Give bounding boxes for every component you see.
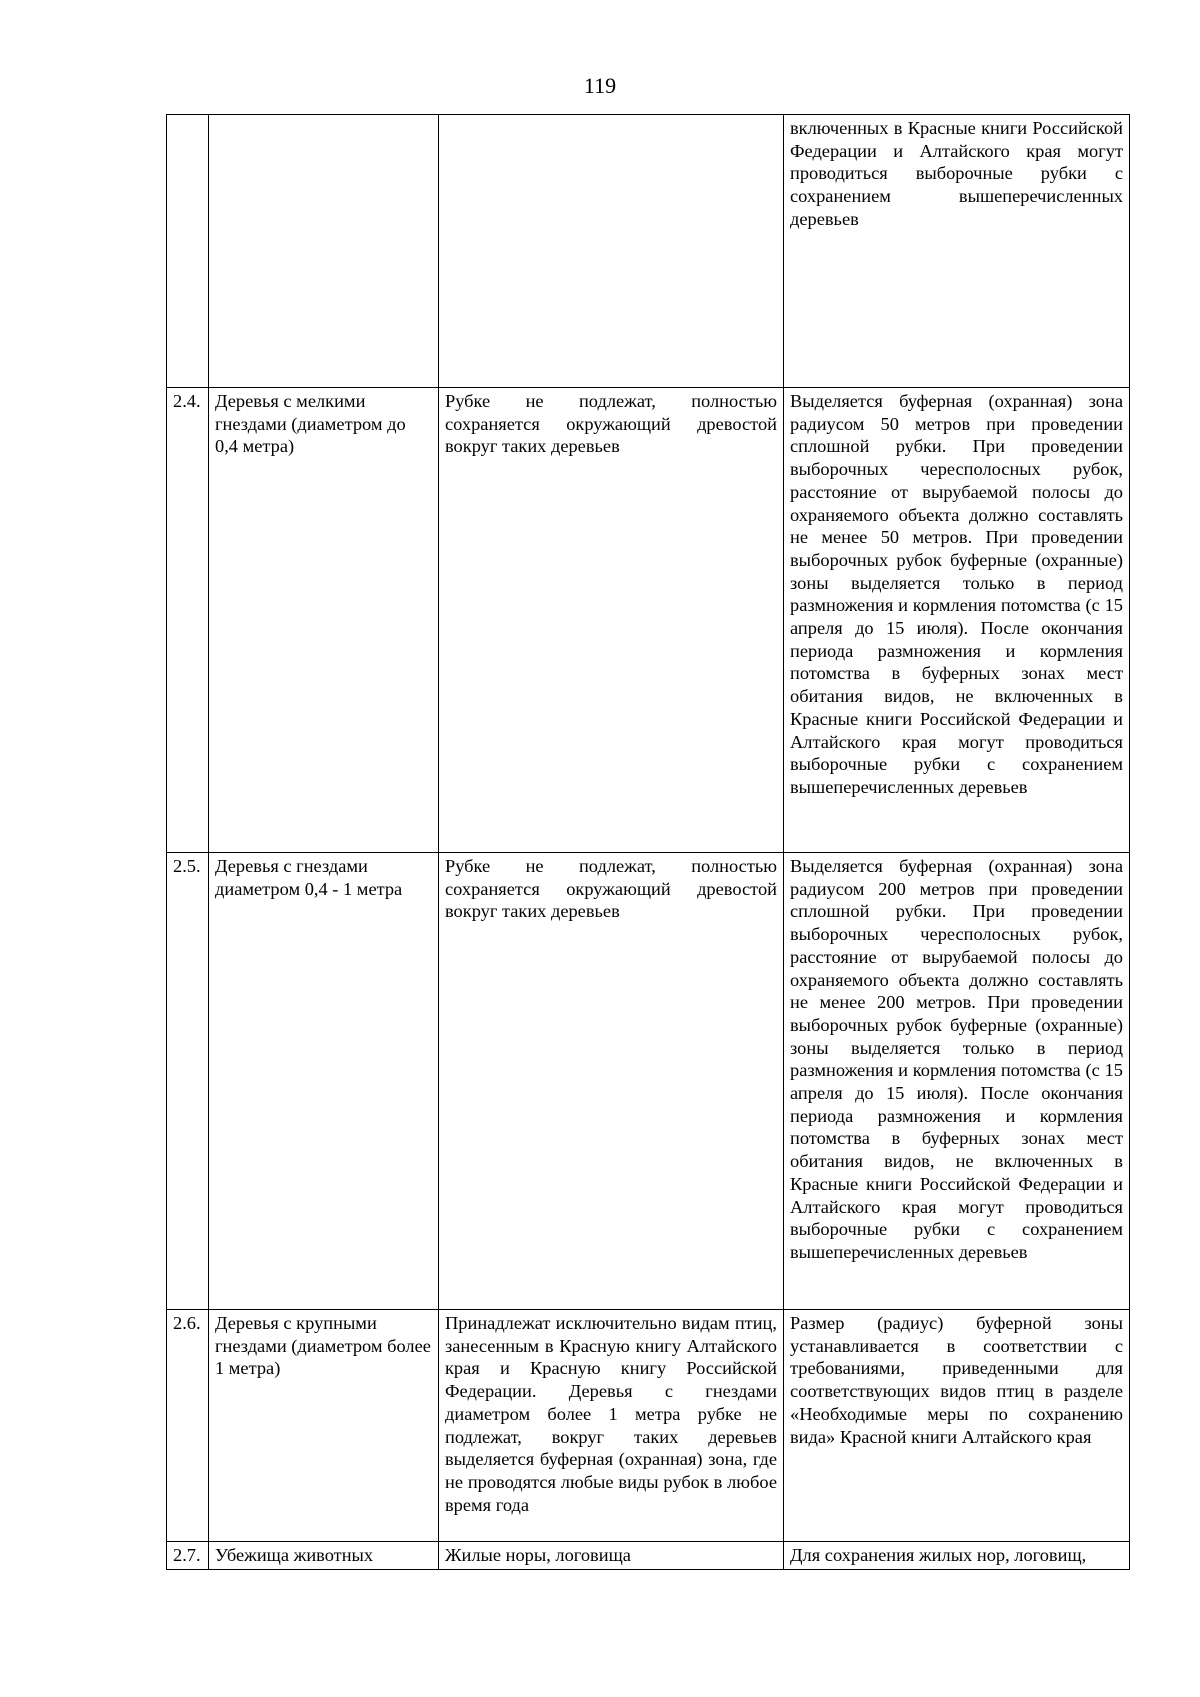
- object-cell: [209, 115, 439, 388]
- object-cell: Деревья с крупными гнездами (диаметром более 1 метра): [209, 1310, 439, 1542]
- row-number: [167, 115, 209, 388]
- table-row: [167, 388, 1130, 853]
- table-row: [167, 115, 1130, 388]
- requirement-cell: [439, 115, 784, 388]
- measures-cell: Для сохранения жилых нор, логовищ,: [784, 1542, 1130, 1570]
- measures-cell: Выделяется буферная (охранная) зона радиусом 200 метров при проведении сплошной рубки. При проведении выборочных чересполосных рубок, расстояние от вырубаемой полосы до охраняемого объекта должно составлять не менее 200 метров. При проведении выборочных рубок буферные (охранные) зоны выделяется только в период размножения и кормления потомства (с 15 апреля до 15 июля). После окончания периода размножения и кормления потомства в буферных зонах мест обитания видов, не включенных в Красные книги Российской Федерации и Алтайского края могут проводиться выборочные рубки с сохранением вышеперечисленных деревьев: [784, 853, 1130, 1310]
- table-row: [167, 853, 1130, 1310]
- object-cell: Убежища животных: [209, 1542, 439, 1570]
- table-row: [167, 1542, 1130, 1570]
- requirement-cell: Рубке не подлежат, полностью сохраняется окружающий древостой вокруг таких деревьев: [439, 853, 784, 1310]
- requirement-cell: Жилые норы, логовища: [439, 1542, 784, 1570]
- measures-cell: Выделяется буферная (охранная) зона радиусом 50 метров при проведении сплошной рубки. При проведении выборочных чересполосных рубок, расстояние от вырубаемой полосы до охраняемого объекта должно составлять не менее 50 метров. При проведении выборочных рубок буферные (охранные) зоны выделяется только в период размножения и кормления потомства (с 15 апреля до 15 июля). После окончания периода размножения и кормления потомства в буферных зонах мест обитания видов, не включенных в Красные книги Российской Федерации и Алтайского края могут проводиться выборочные рубки с сохранением вышеперечисленных деревьев: [784, 388, 1130, 853]
- row-number: 2.4.: [167, 388, 209, 853]
- row-number: 2.6.: [167, 1310, 209, 1542]
- requirement-cell: Рубке не подлежат, полностью сохраняется окружающий древостой вокруг таких деревьев: [439, 388, 784, 853]
- row-number: 2.7.: [167, 1542, 209, 1570]
- row-number: 2.5.: [167, 853, 209, 1310]
- measures-cell: Размер (радиус) буферной зоны устанавливается в соответствии с требованиями, приведенными для соответствующих видов птиц в разделе «Необходимые меры по сохранению вида» Красной книги Алтайского края: [784, 1310, 1130, 1542]
- requirements-table: [166, 114, 1130, 1570]
- object-cell: Деревья с мелкими гнездами (диаметром до 0,4 метра): [209, 388, 439, 853]
- page-number: 119: [583, 73, 617, 98]
- requirement-cell: Принадлежат исключительно видам птиц, занесенным в Красную книгу Алтайского края и Красную книгу Российской Федерации. Деревья с гнездами диаметром более 1 метра рубке не подлежат, вокруг таких деревьев выделяется буферная (охранная) зона, где не проводятся любые виды рубок в любое время года: [439, 1310, 784, 1542]
- object-cell: Деревья с гнездами диаметром 0,4 - 1 метра: [209, 853, 439, 1310]
- measures-cell: включенных в Красные книги Российской Федерации и Алтайского края могут проводиться выборочные рубки с сохранением вышеперечисленных деревьев: [784, 115, 1130, 388]
- table-row: [167, 1310, 1130, 1542]
